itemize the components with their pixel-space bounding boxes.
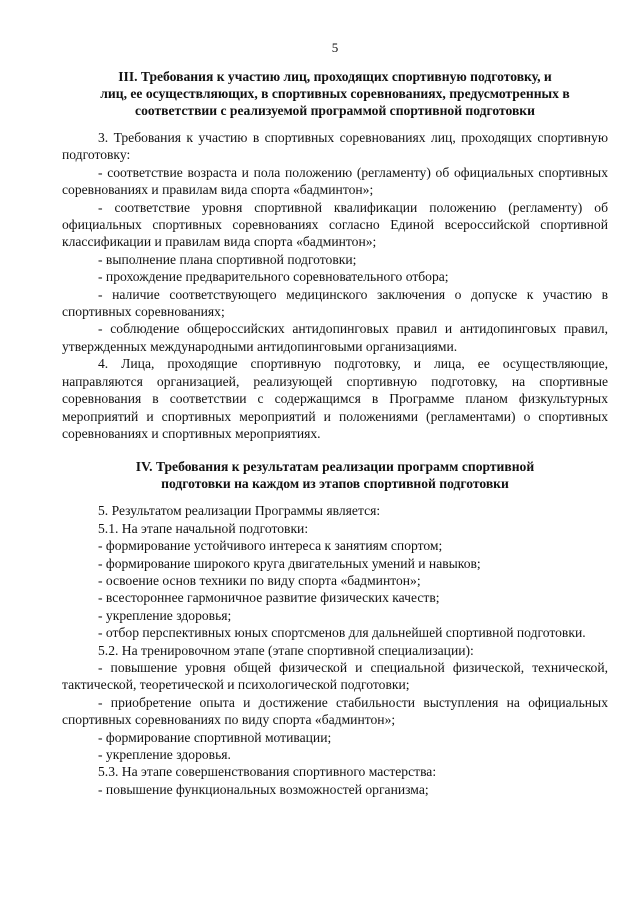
paragraph-5-2: 5.2. На тренировочном этапе (этапе спортивной специализации): xyxy=(98,642,474,658)
paragraph-5-1: 5.1. На этапе начальной подготовки: xyxy=(98,520,309,536)
section-4-heading xyxy=(62,458,608,492)
list-item: - соблюдение общероссийских антидопинговых правил и антидопинговых правил, утвержденных международными антидопинговыми организациями. xyxy=(62,321,608,354)
list-item: - соответствие возраста и пола положению (регламенту) об официальных спортивных соревнованиях и правилам вида спорта «бадминтон»; xyxy=(62,164,608,198)
list-item: - соответствие уровня спортивной квалификации положению (регламенту) об официальных спортивных соревнованиях согласно Единой всероссийской спортивной классификации и правилам вида спорта «бадминтон»; xyxy=(62,199,608,250)
list-item: - наличие соответствующего медицинского заключения о допуске к участию в спортивных соревнованиях; xyxy=(62,286,608,320)
section-5-2-list xyxy=(62,659,608,763)
list-item: - формирование широкого круга двигательных умений и навыков; xyxy=(98,555,481,571)
section-3-heading xyxy=(62,68,608,119)
page-number: 5 xyxy=(331,40,339,55)
section-5-3-list xyxy=(62,781,608,798)
section-3-heading-line: III. Требования к участию лиц, проходящих спортивную подготовку, и xyxy=(118,69,552,84)
list-item: - прохождение предварительного соревновательного отбора; xyxy=(98,269,449,285)
paragraph-5-3: 5.3. На этапе совершенствования спортивного мастерства: xyxy=(98,764,437,780)
paragraph-5: 5. Результатом реализации Программы является: xyxy=(98,503,381,519)
section-4-heading-line: подготовки на каждом из этапов спортивной подготовки xyxy=(161,476,509,492)
list-item: - выполнение плана спортивной подготовки; xyxy=(98,251,357,267)
section-3-requirements-list xyxy=(62,164,608,355)
list-item: - приобретение опыта и достижение стабильности выступления на официальных спортивных соревнованиях по виду спорта «бадминтон»; xyxy=(62,694,608,728)
section-3-heading-line: соответствии с реализуемой программой спортивной подготовки xyxy=(135,103,535,118)
list-item: - освоение основ техники по виду спорта «бадминтон»; xyxy=(98,572,421,588)
list-item: - формирование спортивной мотивации; xyxy=(98,729,332,745)
section-5-1-list xyxy=(62,537,608,641)
section-3-heading-line: лиц, ее осуществляющих, в спортивных соревнованиях, предусмотренных в xyxy=(100,86,570,101)
list-item: - повышение функциональных возможностей организма; xyxy=(98,781,429,797)
list-item: - укрепление здоровья; xyxy=(98,607,232,623)
list-item: - всестороннее гармоничное развитие физических качеств; xyxy=(98,590,440,606)
paragraph-3-intro: 3. Требования к участию в спортивных соревнованиях лиц, проходящих спортивную подготовку: xyxy=(62,130,608,163)
section-4-heading-line: IV. Требования к результатам реализации программ спортивной xyxy=(135,459,535,475)
paragraph-4: 4. Лица, проходящие спортивную подготовку, и лица, ее осуществляющие, направляются организацией, реализующей спортивную подготовку, на спортивные соревнования в соответствии с содержащимся в Программе планом физкультурных мероприятий и спортивных мероприятий и положениями (регламентами) о спортивных соревнованиях и спортивных мероприятиях. xyxy=(62,356,608,441)
list-item: - укрепление здоровья. xyxy=(98,747,231,762)
list-item: - формирование устойчивого интереса к занятиям спортом; xyxy=(98,538,443,554)
list-item: - повышение уровня общей физической и специальной физической, технической, тактической, теоретической и психологической подготовки; xyxy=(62,659,608,693)
list-item: - отбор перспективных юных спортсменов для дальнейшей спортивной подготовки. xyxy=(98,625,586,641)
